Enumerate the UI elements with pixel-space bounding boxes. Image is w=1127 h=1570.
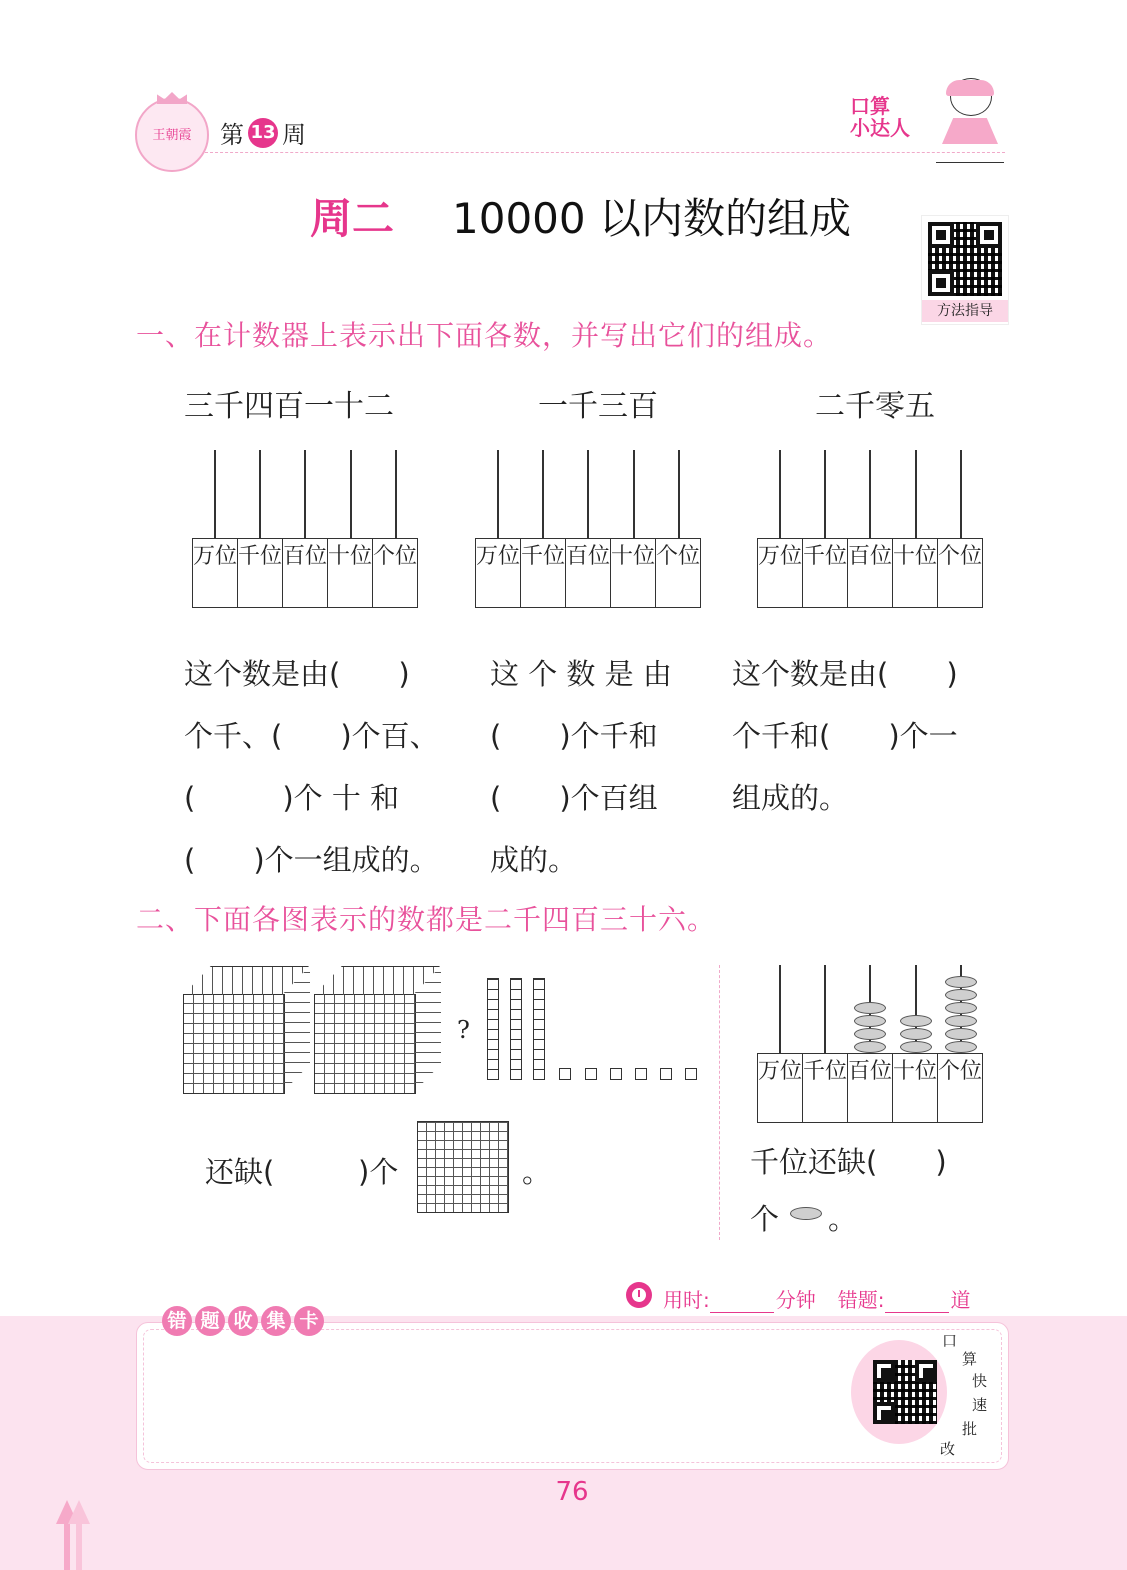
lack-suffix: )个 [358, 1155, 399, 1189]
number-label-3: 二千零五 [815, 389, 935, 424]
side-char: 速 [972, 1396, 988, 1414]
bead [945, 1002, 977, 1014]
card-title-char: 题 [195, 1306, 225, 1336]
thousand-cube-1 [183, 966, 311, 1094]
error-blank[interactable] [885, 1284, 949, 1313]
place-value-row [757, 538, 983, 608]
bead [854, 1028, 886, 1040]
number-label-2: 一千三百 [538, 389, 658, 424]
mascot-illustration [928, 78, 1012, 166]
timer-icon [626, 1282, 652, 1308]
week-label [220, 115, 306, 150]
place-ge: 个位 [373, 544, 418, 569]
lack-prefix: 还缺( [205, 1155, 275, 1189]
section2-heading: 二、下面各图表示的数都是二千四百三十六。 [136, 903, 717, 936]
side-char: 快 [972, 1372, 988, 1390]
number-label-1: 三千四百一十二 [184, 389, 394, 424]
bead [900, 1041, 932, 1053]
time-label: 用时: [663, 1288, 710, 1312]
bead [854, 1015, 886, 1027]
fill-line: 成的。 [490, 843, 578, 877]
place-shi: 十位 [893, 1054, 938, 1122]
fill-line: 这个数是由( ) [732, 657, 958, 691]
place-wan: 万位 [758, 539, 803, 607]
header-divider [205, 152, 1005, 153]
unit-cube [610, 1068, 622, 1080]
fill-block-1 [184, 643, 464, 891]
qr-code-icon [873, 1360, 937, 1424]
side-char: 批 [962, 1420, 978, 1438]
qr-quick-grade[interactable] [851, 1340, 947, 1444]
place-qian: 千位 [803, 539, 848, 607]
logo-right-line2: 小达人 [850, 116, 910, 140]
fill-block-2 [490, 643, 710, 891]
bead [945, 989, 977, 1001]
bead [945, 976, 977, 988]
error-unit: 道 [950, 1288, 971, 1312]
place-wan: 万位 [758, 1054, 803, 1122]
place-shi: 十位 [328, 539, 373, 607]
place-wan: 万位 [193, 539, 238, 607]
counter-1 [192, 450, 419, 610]
week-prefix: 第 [220, 121, 244, 149]
bead [945, 1041, 977, 1053]
fill-line: ( )个一组成的。 [184, 843, 439, 877]
place-ge: 个位 [938, 1059, 983, 1084]
bead-layer [757, 965, 984, 1053]
card-title-char: 错 [162, 1306, 192, 1336]
question-mark: ? [457, 1016, 470, 1044]
unit-cube [585, 1068, 597, 1080]
ten-rod [487, 978, 499, 1080]
place-shi: 十位 [893, 539, 938, 607]
logo-right-line1: 口算 [850, 94, 890, 118]
place-shi: 十位 [611, 539, 656, 607]
bead-icon [790, 1207, 822, 1220]
fill-line: 个千、( )个百、 [184, 719, 439, 753]
fill-line: ( )个 十 和 [184, 781, 400, 815]
unit-cube [635, 1068, 647, 1080]
counter-3 [757, 450, 984, 610]
fill-line: 这 个 数 是 由 [490, 657, 672, 691]
ten-rod [533, 978, 545, 1080]
page-number: 76 [555, 1477, 589, 1507]
time-record [663, 1284, 971, 1313]
card-title-char: 卡 [294, 1306, 324, 1336]
unit-cube [685, 1068, 697, 1080]
place-ge: 个位 [938, 544, 983, 569]
bead [900, 1015, 932, 1027]
place-qian: 千位 [803, 1054, 848, 1122]
fill-line: ( )个千和 [490, 719, 658, 753]
fill-line: 个千和( )个一 [732, 719, 958, 753]
place-bai: 百位 [283, 539, 328, 607]
lack-period: 。 [522, 1155, 552, 1189]
place-bai: 百位 [848, 539, 893, 607]
ten-rod [510, 978, 522, 1080]
error-label: 错题: [837, 1288, 885, 1312]
fill-line: 这个数是由( ) [184, 657, 410, 691]
title-topic: 10000 以内数的组成 [452, 194, 851, 243]
bead [854, 1002, 886, 1014]
unit-cube [660, 1068, 672, 1080]
logo-left-text: 王朝霞 [152, 128, 192, 143]
place-value-row [192, 538, 418, 608]
time-blank[interactable] [710, 1284, 774, 1313]
crown-icon [157, 92, 187, 104]
thousand-lack-period: 。 [828, 1202, 858, 1236]
side-text [938, 1330, 994, 1460]
time-unit: 分钟 [775, 1288, 816, 1312]
fill-line: 组成的。 [732, 781, 849, 815]
card-title-char: 收 [228, 1306, 258, 1336]
section2-divider [719, 965, 720, 1240]
bead [900, 1028, 932, 1040]
counter-2 [475, 450, 702, 610]
qr-caption: 方法指导 [922, 300, 1008, 322]
place-value-row [475, 538, 701, 608]
logo-left-badge [135, 98, 209, 172]
card-title [162, 1306, 324, 1336]
week-number-badge: 13 [248, 118, 278, 148]
place-bai: 百位 [848, 1054, 893, 1122]
logo-right [850, 95, 925, 139]
unit-cube [559, 1068, 571, 1080]
place-qian: 千位 [521, 539, 566, 607]
side-char: 改 [940, 1440, 956, 1458]
place-value-row [757, 1053, 983, 1123]
week-suffix: 周 [282, 121, 306, 149]
title-day: 周二 [310, 194, 395, 243]
corner-arrow-icon [52, 1500, 92, 1570]
thousand-lack-line2: 个 [750, 1202, 780, 1236]
side-char: 算 [962, 1350, 978, 1368]
thousand-cube-2 [314, 966, 442, 1094]
place-bai: 百位 [566, 539, 611, 607]
place-wan: 万位 [476, 539, 521, 607]
bead [945, 1028, 977, 1040]
bead [945, 1015, 977, 1027]
qr-method-guide[interactable] [921, 215, 1009, 325]
side-char: 口 [942, 1332, 958, 1350]
card-title-char: 集 [261, 1306, 291, 1336]
section1-heading: 一、在计数器上表示出下面各数，并写出它们的组成。 [136, 319, 833, 352]
place-qian: 千位 [238, 539, 283, 607]
qr-code-icon [928, 222, 1002, 296]
counter-answer [757, 965, 984, 1130]
thousand-lack-line1: 千位还缺( ) [750, 1145, 947, 1179]
place-ge: 个位 [656, 544, 701, 569]
hundred-flat [417, 1121, 509, 1213]
fill-block-3 [732, 643, 1012, 829]
fill-line: ( )个百组 [490, 781, 658, 815]
bead [854, 1041, 886, 1053]
